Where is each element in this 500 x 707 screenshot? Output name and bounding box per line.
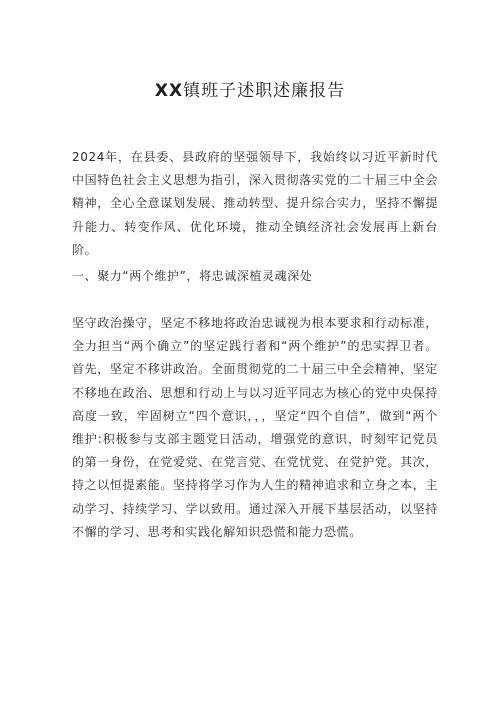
- document-title: [0, 76, 500, 101]
- title-prefix: XX: [154, 81, 184, 101]
- section-1-paragraph: 坚守政治操守，坚定不移地将政治忠诚视为根本要求和行动标准，全力担当“两个确立”的坚定践行者和“两个维护”的忠实捍卫者。首先，坚定不移讲政治。全面贯彻党的二十届三中全会精神，坚定不移地在政治、思想和行动上与以习近平同志为核心的党中央保持高度一致，牢固树立“四个意识，，，坚定“四个自信”，做到“两个维护:积极参与支部主题党日活动，增强党的意识，时刻牢记党员的第一身份，在党爱党、在党言党、在党忧党、在党护党。其次，持之以恒提素能。坚持将学习作为人生的精神追求和立身之本，主动学习、持续学习、学以致用。通过深入开展下基层活动，以坚持不懈的学习、思考和实践化解知识恐慌和能力恐慌。: [72, 316, 438, 539]
- intro-paragraph: 2024年，在县委、县政府的坚强领导下，我始终以习近平新时代中国特色社会主义思想为指引，深入贯彻落实党的二十届三中全会精神，全心全意谋划发展、推动转型、提升综合实力，坚持不懈提升能力、转变作风、优化环境，推动全镇经济社会发展再上新台阶。: [72, 150, 438, 257]
- section-1-heading: 一、聚力“两个维护”，将忠诚深植灵魂深处: [72, 269, 313, 283]
- title-text: 镇班子述职述廉报告: [183, 81, 346, 101]
